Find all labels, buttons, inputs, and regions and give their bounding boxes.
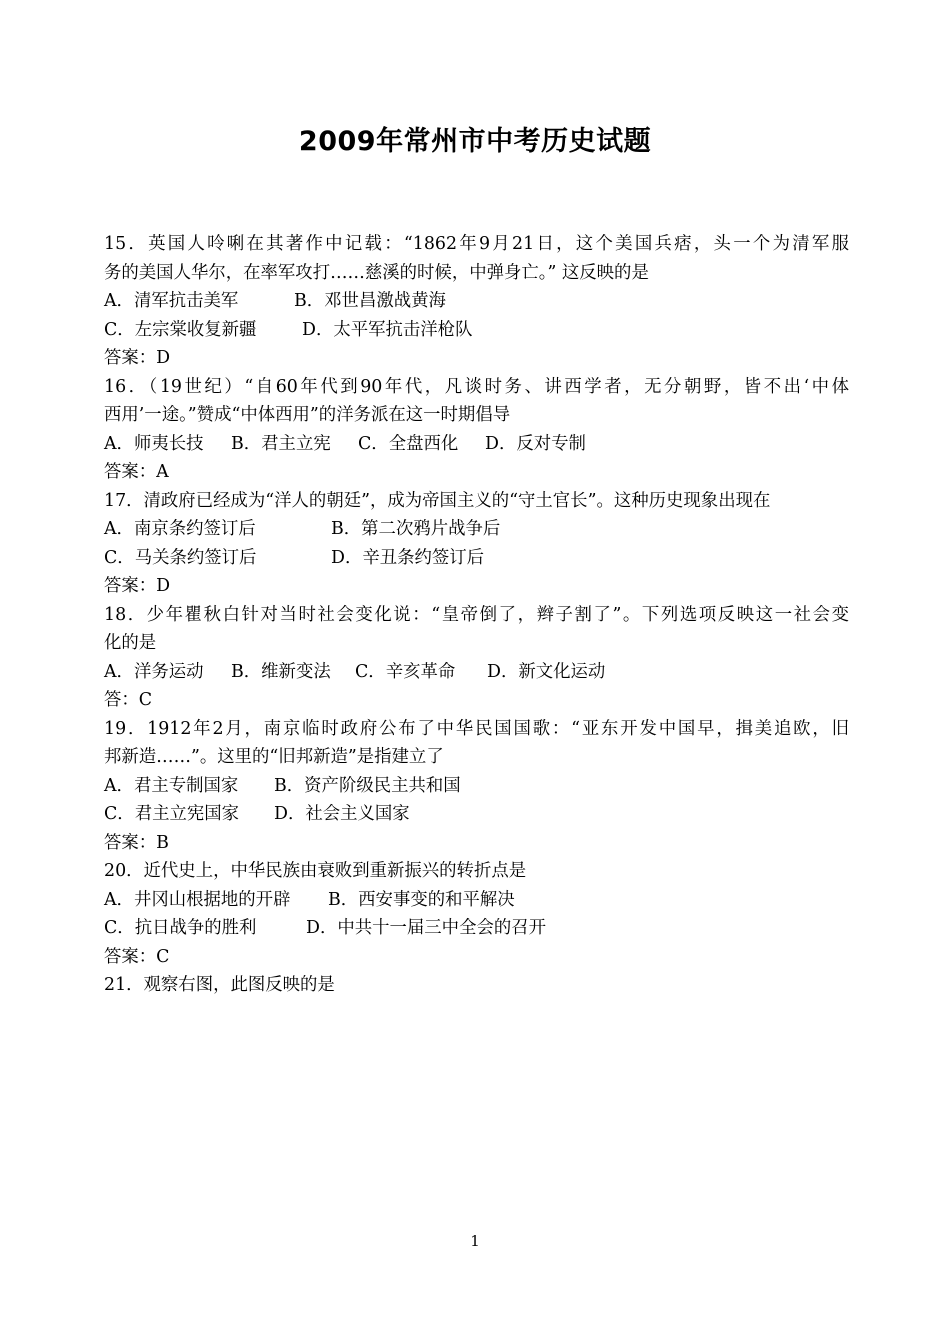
question-text-line: 20．近代史上，中华民族由衰败到重新振兴的转折点是 — [104, 861, 527, 881]
option-c: C．辛亥革命 — [355, 661, 456, 682]
option-b: B．第二次鸦片战争后 — [331, 519, 501, 539]
option-row — [104, 658, 849, 687]
option-c: C．君主立宪国家 — [104, 804, 240, 824]
answer-line: 答案：D — [104, 348, 171, 368]
question-text-line: 21．观察右图，此图反映的是 — [104, 975, 335, 995]
option-d: D．社会主义国家 — [274, 804, 410, 824]
option-c: C．左宗棠收复新疆 — [104, 319, 257, 340]
option-a: A．井冈山根据地的开辟 — [104, 889, 291, 910]
option-row — [104, 287, 849, 316]
question-text-line: 务的美国人华尔，在率军攻打……慈溪的时候，中弹身亡。” 这反映的是 — [104, 262, 649, 283]
option-row — [104, 800, 849, 829]
question-17 — [104, 487, 849, 601]
option-b: B．西安事变的和平解决 — [328, 889, 515, 910]
question-16 — [104, 373, 849, 487]
option-b: B．邓世昌激战黄海 — [294, 291, 446, 311]
option-d: D．辛丑条约签订后 — [331, 547, 485, 568]
option-a: A．南京条约签订后 — [104, 519, 256, 539]
option-row — [104, 886, 849, 915]
question-text-line: 16．（19世纪）“自60年代到90年代，凡谈时务、讲西学者，无分朝野，皆不出‘中体 — [104, 376, 849, 397]
question-text-line: 邦新造……”。这里的“旧邦新造”是指建立了 — [104, 747, 444, 767]
option-a: A．师夷长技 — [104, 433, 204, 454]
question-text-line: 18．少年瞿秋白针对当时社会变化说：“皇帝倒了，辫子割了”。下列选项反映这一社会变 — [104, 604, 849, 625]
option-a: A．洋务运动 — [104, 661, 204, 682]
option-b: B．君主立宪 — [231, 433, 331, 454]
answer-line: 答案：B — [104, 832, 169, 853]
option-d: D．中共十一届三中全会的召开 — [306, 918, 547, 938]
question-21 — [104, 971, 849, 1000]
option-c: C．全盘西化 — [358, 433, 459, 454]
question-20 — [104, 857, 849, 971]
option-b: B．资产阶级民主共和国 — [274, 775, 461, 796]
option-row — [104, 772, 849, 801]
option-a: A．清军抗击美军 — [104, 291, 239, 311]
option-row — [104, 914, 849, 943]
option-c: C．抗日战争的胜利 — [104, 918, 257, 938]
document-title: 2009年常州市中考历史试题 — [298, 126, 652, 157]
question-15 — [104, 230, 849, 373]
option-b: B．维新变法 — [231, 661, 331, 682]
option-d: D．太平军抗击洋枪队 — [302, 319, 473, 340]
answer-line: 答：C — [104, 690, 153, 710]
option-row — [104, 544, 849, 573]
option-a: A．君主专制国家 — [104, 775, 239, 796]
question-19 — [104, 715, 849, 858]
question-18 — [104, 601, 849, 715]
question-text-line: 17．清政府已经成为“洋人的朝廷”，成为帝国主义的“守土官长”。这种历史现象出现在 — [104, 490, 771, 511]
answer-line: 答案：C — [104, 946, 170, 967]
option-row — [104, 515, 849, 544]
question-text-line: 西用’一途。”赞成“中体西用”的洋务派在这一时期倡导 — [104, 405, 511, 425]
option-c: C．马关条约签订后 — [104, 547, 257, 568]
question-text-line: 化的是 — [104, 633, 157, 653]
option-d: D．反对专制 — [485, 433, 586, 454]
answer-line: 答案：D — [104, 576, 171, 596]
option-row — [104, 316, 849, 345]
page-number: 1 — [470, 1232, 480, 1250]
question-text-line: 15．英国人呤唎在其著作中记载：“1862年9月21日，这个美国兵痞，头一个为清军服 — [104, 234, 849, 254]
option-d: D．新文化运动 — [487, 661, 606, 682]
option-row — [104, 430, 849, 459]
question-text-line: 19．1912年2月，南京临时政府公布了中华民国国歌：“亚东开发中国早，揖美追欧，旧 — [104, 718, 849, 739]
answer-line: 答案：A — [104, 462, 169, 482]
question-list — [104, 230, 849, 1000]
